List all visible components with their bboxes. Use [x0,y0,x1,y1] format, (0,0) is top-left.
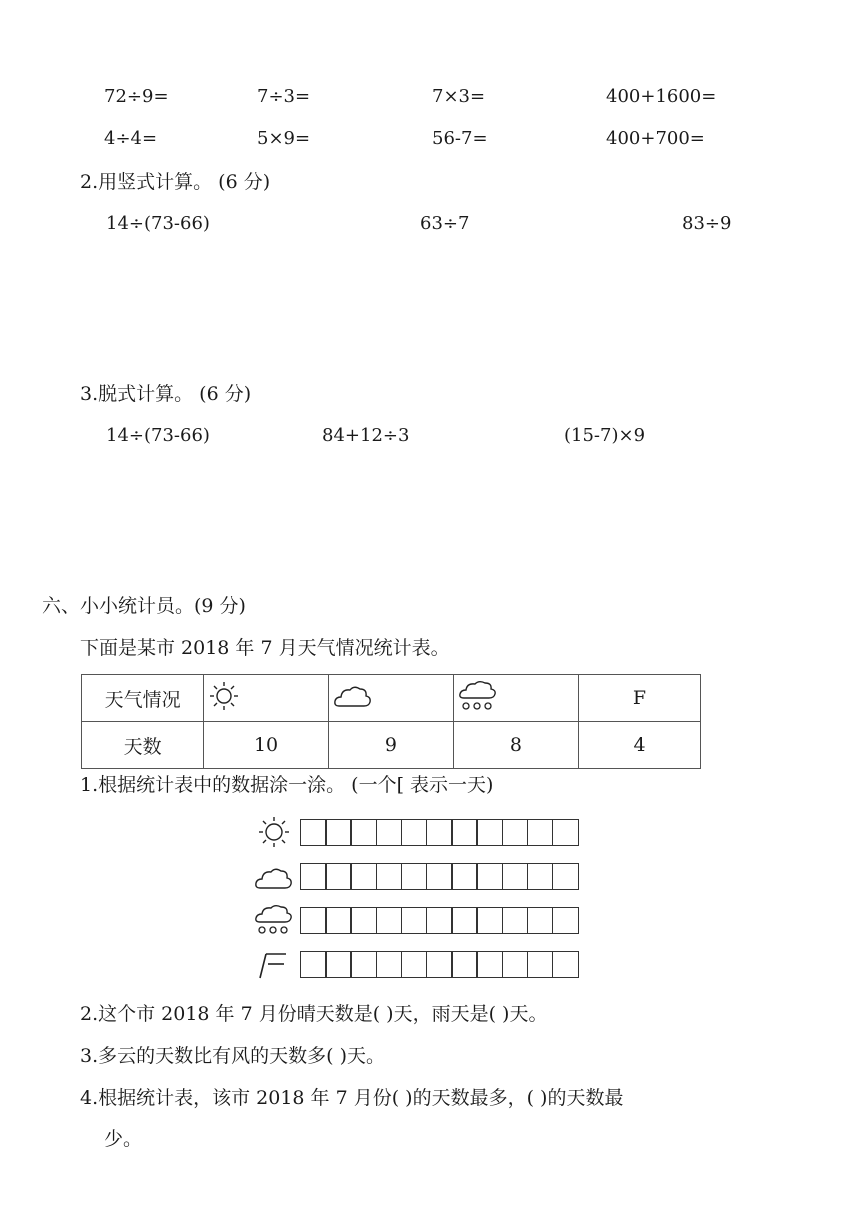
q2-item-3: 83÷9 [682,213,732,234]
sun-icon [208,680,240,712]
weather-cell-wind: F [578,675,700,722]
weather-table [81,674,701,769]
grid-square[interactable] [476,907,503,934]
oral-1-3: 7×3= [432,86,486,107]
grid-square[interactable] [325,863,352,890]
grid-square[interactable] [451,863,478,890]
weather-cell-rain [453,675,578,722]
grid-square[interactable] [476,863,503,890]
q3-item-2: 84+12÷3 [322,425,410,446]
days-label: 天数 [82,722,204,769]
grid-square[interactable] [300,951,327,978]
days-sun: 10 [204,722,329,769]
sun-icon [254,816,294,848]
grid-square[interactable] [325,819,352,846]
grid-square[interactable] [401,907,428,934]
section6-q2: 2.这个市 2018 年 7 月份晴天数是( )天，雨天是( )天。 [80,1003,548,1025]
grid-square[interactable] [300,863,327,890]
grid-square[interactable] [376,819,403,846]
grid-square[interactable] [502,951,529,978]
grid-square[interactable] [527,951,554,978]
grid-square[interactable] [325,907,352,934]
grid-square[interactable] [476,819,503,846]
grid-square[interactable] [350,907,377,934]
grid-square[interactable] [552,863,579,890]
grid-square[interactable] [552,819,579,846]
oral-1-4: 400+1600= [606,86,717,107]
grid-square[interactable] [552,907,579,934]
rain-icon [458,680,498,712]
grid-square[interactable] [451,819,478,846]
days-rain: 8 [453,722,578,769]
weather-label: 天气情况 [82,675,204,722]
grid-row-sun [300,819,577,846]
q3-item-3: (15-7)×9 [564,425,646,446]
grid-square[interactable] [527,863,554,890]
oral-2-3: 56-7= [432,128,488,149]
grid-square[interactable] [426,819,453,846]
grid-square[interactable] [350,863,377,890]
rain-icon [254,904,294,936]
grid-square[interactable] [502,819,529,846]
grid-square[interactable] [300,819,327,846]
section6-q3: 3.多云的天数比有风的天数多( )天。 [80,1045,385,1067]
cloud-icon [254,862,294,894]
oral-2-4: 400+700= [606,128,705,149]
grid-square[interactable] [376,863,403,890]
section6-intro: 下面是某市 2018 年 7 月天气情况统计表。 [80,637,450,659]
days-cloud: 9 [328,722,453,769]
grid-square[interactable] [552,951,579,978]
grid-square[interactable] [300,907,327,934]
grid-row-wind [300,951,577,978]
oral-1-2: 7÷3= [257,86,311,107]
grid-row-rain [300,907,577,934]
grid-square[interactable] [325,951,352,978]
oral-2-2: 5×9= [257,128,311,149]
section6-q4-line1: 4.根据统计表，该市 2018 年 7 月份( )的天数最多，( )的天数最 [80,1087,624,1109]
grid-square[interactable] [527,907,554,934]
days-wind: 4 [578,722,700,769]
grid-square[interactable] [476,951,503,978]
grid-square[interactable] [401,819,428,846]
grid-square[interactable] [376,907,403,934]
oral-2-1: 4÷4= [104,128,158,149]
table-row [82,722,701,769]
grid-square[interactable] [451,907,478,934]
grid-square[interactable] [426,951,453,978]
q2-item-1: 14÷(73-66) [106,213,210,234]
grid-square[interactable] [376,951,403,978]
grid-square[interactable] [350,819,377,846]
q3-item-1: 14÷(73-66) [106,425,210,446]
grid-square[interactable] [426,863,453,890]
grid-square[interactable] [350,951,377,978]
grid-row-cloud [300,863,577,890]
table-row [82,675,701,722]
q2-title: 2.用竖式计算。 (6 分) [80,171,271,193]
grid-square[interactable] [502,863,529,890]
q2-item-2: 63÷7 [420,213,470,234]
oral-1-1: 72÷9= [104,86,169,107]
section6-q4-line2: 少。 [104,1128,143,1150]
grid-square[interactable] [502,907,529,934]
weather-cell-cloud [328,675,453,722]
grid-square[interactable] [401,863,428,890]
grid-square[interactable] [426,907,453,934]
wind-icon [254,948,294,980]
section6-title: 六、小小统计员。(9 分) [42,595,246,617]
grid-square[interactable] [401,951,428,978]
grid-square[interactable] [527,819,554,846]
cloud-icon [333,682,373,710]
section6-q1: 1.根据统计表中的数据涂一涂。 (一个[ 表示一天) [80,774,494,796]
q3-title: 3.脱式计算。 (6 分) [80,383,252,405]
grid-square[interactable] [451,951,478,978]
weather-cell-sun [204,675,329,722]
